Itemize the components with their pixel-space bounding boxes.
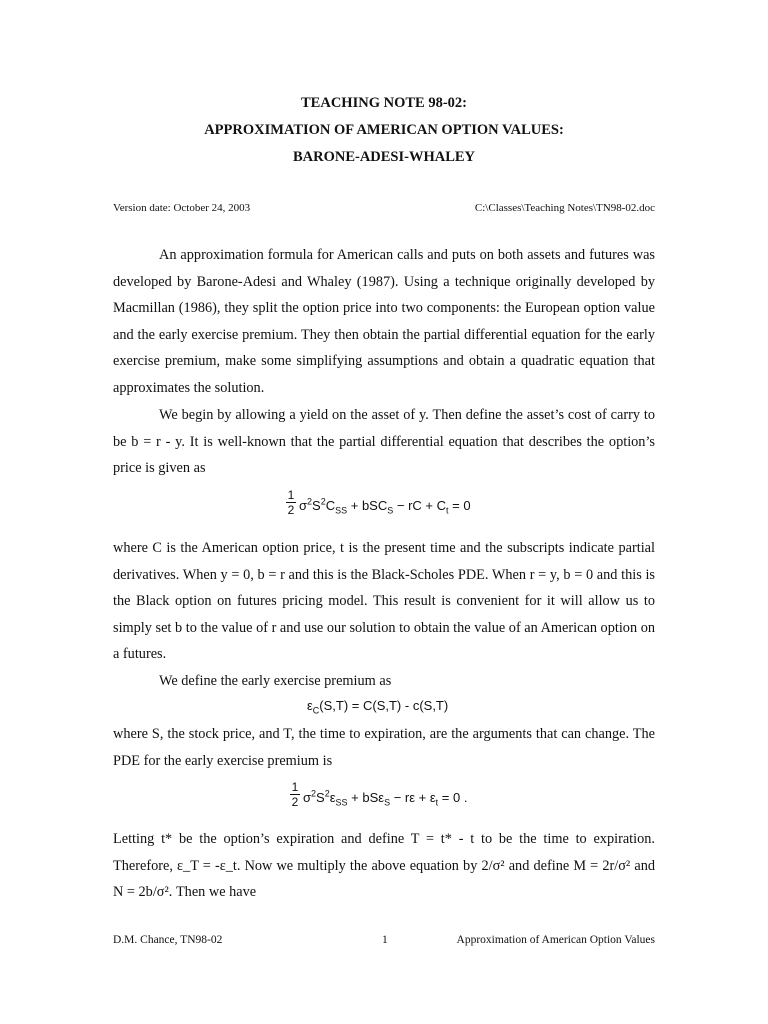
equation-premium-pde-body: $\sigma^2S^2\varepsilon_{SS} + bS\varepsilon_S - r\varepsilon + \varepsilon_t = 0$ . xyxy=(303,788,468,808)
title-line-1: TEACHING NOTE 98-02: xyxy=(301,95,467,111)
fraction-denominator: 2 xyxy=(287,503,295,517)
paragraph-definitions: where C is the American option price, t is the present time and the subscripts indicate partial derivatives. When y = 0, b = r and this is the Black-Scholes PDE. When r = y, b = 0 and this is the Black option on futures pricing model. This result is convenient for it will allow us to simply set b to the value of r and use our solution to obtain the value of an American option on a futures. xyxy=(113,540,655,663)
equation-premium-body: $\varepsilon_C(S,T) = C(S,T) - c(S,T)$ xyxy=(307,698,449,716)
version-date: Version date: October 24, 2003 xyxy=(113,202,251,214)
file-path: C:\Classes\Teaching Notes\TN98-02.doc xyxy=(474,202,655,214)
footer-page-number: 1 xyxy=(382,934,388,946)
title-line-3: BARONE-ADESI-WHALEY xyxy=(292,149,476,165)
paragraph-cost-of-carry: We begin by allowing a yield on the asset of y. Then define the asset’s cost of carry to be b = r - y. It is well-known that the partial differential equation that describes the option’s price is given as xyxy=(113,407,655,477)
paragraph-intro: An approximation formula for American calls and puts on both assets and futures was developed by Barone-Adesi and Whaley (1987). Using a technique originally developed by Macmillan (1986), they split the option price into two components: the European option value and the early exercise premium. They then obtain the partial differential equation for the early exercise premium, make some simplifying assumptions and obtain a quadratic equation that approximates the solution. xyxy=(113,247,655,396)
footer-doc-title: Approximation of American Option Values xyxy=(456,934,655,946)
equation-pde-body: $\sigma^2S^2C_{SS} + bSC_S$ − rC + $C_t = 0$ xyxy=(299,496,471,516)
title-line-2: APPROXIMATION OF AMERICAN OPTION VALUES: xyxy=(204,122,564,138)
paragraph-premium-intro: We define the early exercise premium as xyxy=(159,673,392,689)
paragraph-arguments: where S, the stock price, and T, the time to expiration, are the arguments that can change. The PDE for the early exercise premium is xyxy=(113,726,655,769)
fraction-one-half xyxy=(286,488,296,517)
paragraph-transformation: Letting t* be the option’s expiration and define T = t* - t to be the time to expiration. Therefore, ε_T = -ε_t. Now we multiply the above equation by 2/σ² and define M = 2r/σ² and N = 2b/σ². Then we have xyxy=(113,831,655,901)
fraction-numerator: 1 xyxy=(287,488,295,502)
footer-author: D.M. Chance, TN98-02 xyxy=(113,934,223,946)
fraction-denominator-2: 2 xyxy=(291,795,299,809)
fraction-numerator-2: 1 xyxy=(291,780,299,794)
fraction-one-half-2 xyxy=(290,780,300,809)
